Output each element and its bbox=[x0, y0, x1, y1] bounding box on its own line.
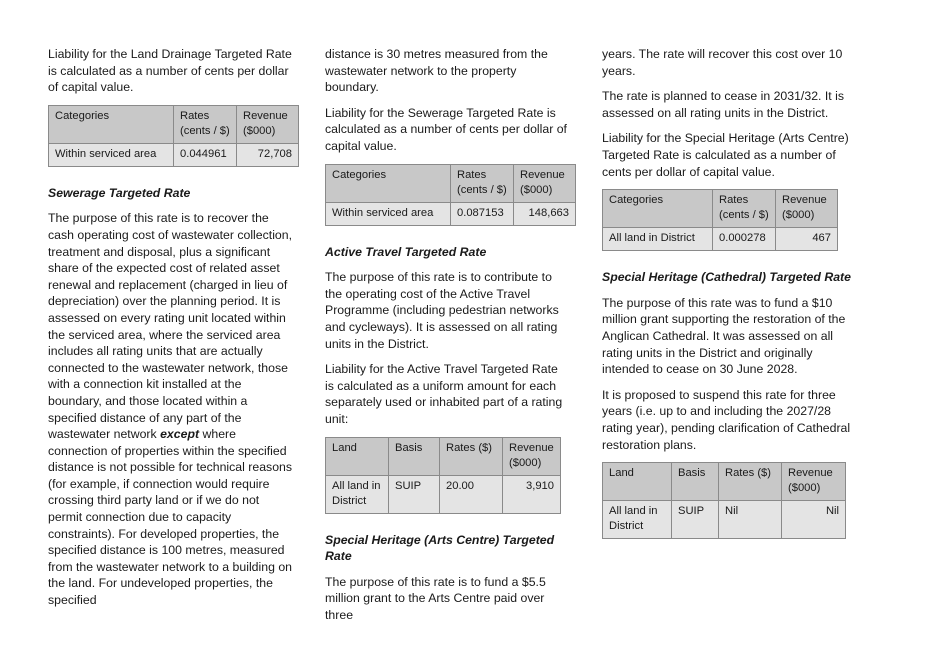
table-header: Land bbox=[603, 463, 672, 501]
table-header-row bbox=[326, 164, 576, 202]
table-header: Rates (cents / $) bbox=[713, 190, 776, 228]
sewerage-text-part: The purpose of this rate is to recover the cash operating cost of wastewater collection, treatment and disposal, plus a significant share of the expected cost of related asset renewal and replacement (charged in lieu of depreciation) over the planning period. It is assessed on every rating unit located within the serviced area, where the serviced area includes all rating units that are actually connected to the wastewater network, those with a connection kit installed at the boundary, and those located within a specified distance of any part of the wastewater network bbox=[48, 211, 293, 442]
table-header: Rates ($) bbox=[719, 463, 782, 501]
table-row bbox=[603, 228, 838, 251]
table-cell: 0.000278 bbox=[713, 228, 776, 251]
table-header: Categories bbox=[49, 105, 174, 143]
table-header-row bbox=[326, 437, 561, 475]
table-cell: 467 bbox=[776, 228, 838, 251]
table-header: Rates ($) bbox=[440, 437, 503, 475]
arts-centre-purpose-text: The purpose of this rate is to fund a $5.5 million grant to the Arts Centre paid over three bbox=[325, 574, 546, 622]
section-heading-arts-centre: Special Heritage (Arts Centre) Targeted Rate bbox=[325, 532, 555, 564]
table-cell: 0.044961 bbox=[174, 143, 237, 166]
table-header: Basis bbox=[389, 437, 440, 475]
table-cell: 20.00 bbox=[440, 475, 503, 513]
table-cell: Within serviced area bbox=[326, 202, 451, 225]
table-header: Rates (cents / $) bbox=[174, 105, 237, 143]
active-travel-liability-text: Liability for the Active Travel Targeted Rate is calculated as a uniform amount for each separately used or inhabited part of a rating unit: bbox=[325, 362, 563, 426]
table-cell: 72,708 bbox=[237, 143, 299, 166]
sewerage-liability-text: Liability for the Sewerage Targeted Rate is calculated as a number of cents per dollar of capital value. bbox=[325, 105, 567, 153]
table-cell: Nil bbox=[782, 501, 846, 539]
sewerage-purpose-text bbox=[48, 210, 293, 608]
section-heading-active-travel: Active Travel Targeted Rate bbox=[325, 244, 487, 259]
sewerage-continued-text: distance is 30 metres measured from the wastewater network to the property boundary. bbox=[325, 47, 548, 95]
table-header-row bbox=[603, 463, 846, 501]
table-header: Revenue ($000) bbox=[237, 105, 299, 143]
table-cell: 148,663 bbox=[514, 202, 576, 225]
table-header: Revenue ($000) bbox=[782, 463, 846, 501]
table-cell: SUIP bbox=[389, 475, 440, 513]
section-heading-sewerage: Sewerage Targeted Rate bbox=[48, 185, 191, 200]
sewerage-rate-table bbox=[325, 164, 576, 226]
land-drainage-liability-text: Liability for the Land Drainage Targeted Rate is calculated as a number of cents per dollar of capital value. bbox=[48, 47, 292, 95]
arts-centre-liability-text: Liability for the Special Heritage (Arts Centre) Targeted Rate is calculated as a number of cents per dollar of capital value. bbox=[602, 131, 849, 179]
table-cell: All land in District bbox=[603, 501, 672, 539]
table-header: Categories bbox=[326, 164, 451, 202]
table-row bbox=[326, 202, 576, 225]
table-cell: Within serviced area bbox=[49, 143, 174, 166]
table-header: Categories bbox=[603, 190, 713, 228]
table-header-row bbox=[603, 190, 838, 228]
cathedral-purpose-text: The purpose of this rate was to fund a $10 million grant supporting the restoration of the Anglican Cathedral. It was assessed on all rating units in the District and originally intended to cease on 30 June 2028. bbox=[602, 295, 846, 377]
table-header: Land bbox=[326, 437, 389, 475]
table-header: Revenue ($000) bbox=[514, 164, 576, 202]
active-travel-purpose-text: The purpose of this rate is to contribute to the operating cost of the Active Travel Programme (including pedestrian networks and cycleways). It is assessed on all rating units in the District. bbox=[325, 270, 559, 351]
table-row bbox=[603, 501, 846, 539]
column-3 bbox=[602, 46, 852, 549]
cathedral-suspend-text: It is proposed to suspend this rate for three years (i.e. up to and including the 2027/28 rating year), pending clarification of Cathedral restoration plans. bbox=[602, 387, 851, 452]
table-header-row bbox=[49, 105, 299, 143]
column-2 bbox=[325, 46, 570, 632]
column-1 bbox=[48, 46, 293, 618]
land-drainage-rate-table bbox=[48, 105, 299, 167]
table-cell: 0.087153 bbox=[451, 202, 514, 225]
table-cell: SUIP bbox=[672, 501, 719, 539]
except-emphasis: except bbox=[160, 427, 200, 442]
sewerage-text-part: where connection of properties within the specified distance is not possible for technical reasons (for example, if connection would require crossing third party land or if we do not permit connection due to capacity constraints). For developed properties, the specified distance is 100 metres, measured from the wastewater network to a building on the land. For undeveloped properties, the specified bbox=[48, 427, 293, 608]
table-header: Revenue ($000) bbox=[503, 437, 561, 475]
table-header: Rates (cents / $) bbox=[451, 164, 514, 202]
table-cell: All land in District bbox=[603, 228, 713, 251]
active-travel-rate-table bbox=[325, 437, 561, 514]
arts-centre-continued-text: years. The rate will recover this cost over 10 years. bbox=[602, 47, 843, 78]
cathedral-rate-table bbox=[602, 462, 846, 539]
section-heading-cathedral: Special Heritage (Cathedral) Targeted Rate bbox=[602, 270, 851, 285]
table-cell: Nil bbox=[719, 501, 782, 539]
arts-centre-rate-table bbox=[602, 189, 838, 251]
table-cell: All land in District bbox=[326, 475, 389, 513]
table-header: Revenue ($000) bbox=[776, 190, 838, 228]
table-header: Basis bbox=[672, 463, 719, 501]
table-cell: 3,910 bbox=[503, 475, 561, 513]
table-row bbox=[49, 143, 299, 166]
table-row bbox=[326, 475, 561, 513]
arts-centre-cease-text: The rate is planned to cease in 2031/32. It is assessed on all rating units in the District. bbox=[602, 89, 844, 120]
